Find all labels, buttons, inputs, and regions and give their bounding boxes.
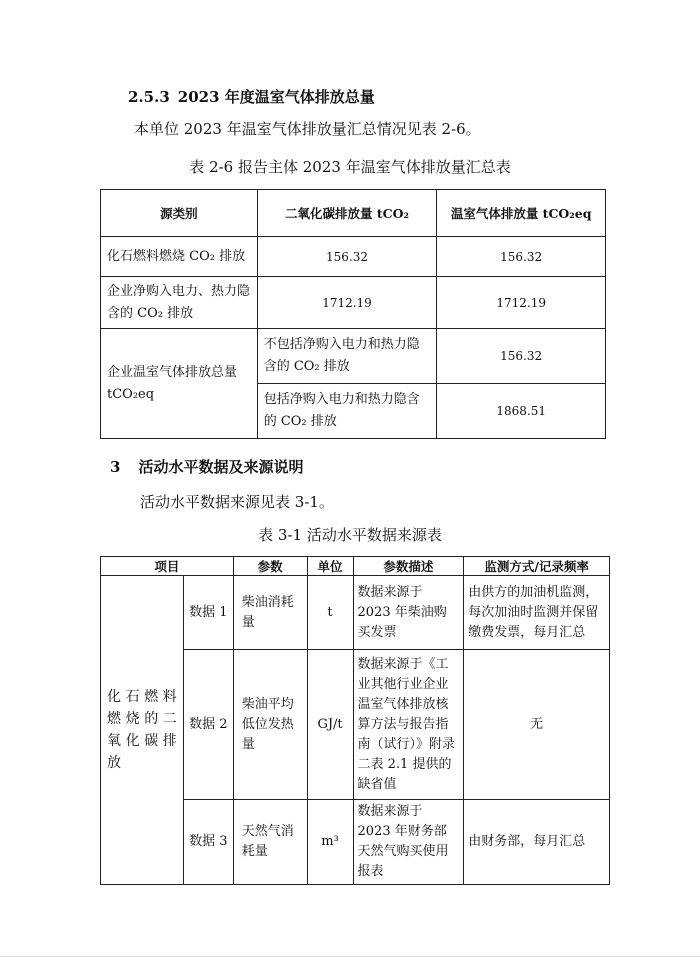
table-header-row bbox=[101, 190, 606, 237]
section-title: 活动水平数据及来源说明 bbox=[138, 458, 304, 476]
header-co2-emissions: 二氧化碳排放量 tCO₂ bbox=[257, 190, 437, 237]
co2-value: 156.32 bbox=[257, 237, 437, 277]
header-parameter: 参数 bbox=[233, 557, 307, 576]
section3-paragraph: 活动水平数据来源见表 3-1。 bbox=[140, 493, 334, 511]
table-row bbox=[101, 576, 610, 650]
table-2-6-caption: 表 2-6 报告主体 2023 年温室气体排放量汇总表 bbox=[189, 158, 511, 176]
header-monitoring: 监测方式/记录频率 bbox=[464, 557, 610, 576]
param-name: 天然气消耗量 bbox=[233, 800, 307, 885]
param-description: 数据来源于《工业其他行业企业温室气体排放核算方法与报告指南（试行）》附录二表 2.1 提供的缺省值 bbox=[353, 650, 464, 800]
intro-paragraph: 本单位 2023 年温室气体排放量汇总情况见表 2-6。 bbox=[134, 120, 481, 138]
unit-value: GJ/t bbox=[307, 650, 353, 800]
ghg-value: 1712.19 bbox=[437, 277, 606, 329]
group-label: 化石燃料燃烧的二氧化碳排放 bbox=[101, 576, 184, 885]
total-label: 企业温室气体排放总量 tCO₂eq bbox=[101, 329, 258, 439]
header-item: 项目 bbox=[101, 557, 234, 576]
table-2-6 bbox=[100, 189, 606, 439]
unit-value: t bbox=[307, 576, 353, 650]
ghg-value: 156.32 bbox=[437, 237, 606, 277]
row-label: 企业净购入电力、热力隐含的 CO₂ 排放 bbox=[101, 277, 258, 329]
data-id: 数据 3 bbox=[183, 800, 233, 885]
table-row bbox=[101, 237, 606, 277]
param-name: 柴油平均低位发热量 bbox=[233, 650, 307, 800]
unit-value: m³ bbox=[307, 800, 353, 885]
monitoring-method: 由财务部，每月汇总 bbox=[464, 800, 610, 885]
param-name: 柴油消耗量 bbox=[233, 576, 307, 650]
monitoring-method: 由供方的加油机监测，每次加油时监测并保留缴费发票，每月汇总 bbox=[464, 576, 610, 650]
monitoring-method: 无 bbox=[464, 650, 610, 800]
section-number: 2.5.3 bbox=[128, 88, 170, 106]
header-description: 参数描述 bbox=[353, 557, 464, 576]
total-including-desc: 包括净购入电力和热力隐含的 CO₂ 排放 bbox=[257, 384, 437, 439]
data-id: 数据 1 bbox=[183, 576, 233, 650]
co2-value: 1712.19 bbox=[257, 277, 437, 329]
row-label: 化石燃料燃烧 CO₂ 排放 bbox=[101, 237, 258, 277]
data-id: 数据 2 bbox=[183, 650, 233, 800]
param-description: 数据来源于 2023 年柴油购买发票 bbox=[353, 576, 464, 650]
header-unit: 单位 bbox=[307, 557, 353, 576]
total-excluding-value: 156.32 bbox=[437, 329, 606, 384]
total-excluding-desc: 不包括净购入电力和热力隐含的 CO₂ 排放 bbox=[257, 329, 437, 384]
section-title: 2023 年度温室气体排放总量 bbox=[177, 88, 375, 106]
header-source-category: 源类别 bbox=[101, 190, 258, 237]
param-description: 数据来源于 2023 年财务部天然气购买使用报表 bbox=[353, 800, 464, 885]
table-3-1-caption: 表 3-1 活动水平数据来源表 bbox=[258, 526, 442, 544]
table-row bbox=[101, 277, 606, 329]
header-ghg-emissions: 温室气体排放量 tCO₂eq bbox=[437, 190, 606, 237]
table-row bbox=[101, 329, 606, 384]
table-3-1 bbox=[100, 556, 610, 885]
section-heading-2-5-3 bbox=[128, 86, 375, 107]
total-including-value: 1868.51 bbox=[437, 384, 606, 439]
section-heading-3 bbox=[110, 456, 303, 477]
table-header-row bbox=[101, 557, 610, 576]
page-bottom-edge bbox=[0, 956, 700, 957]
section-number: 3 bbox=[110, 458, 121, 476]
